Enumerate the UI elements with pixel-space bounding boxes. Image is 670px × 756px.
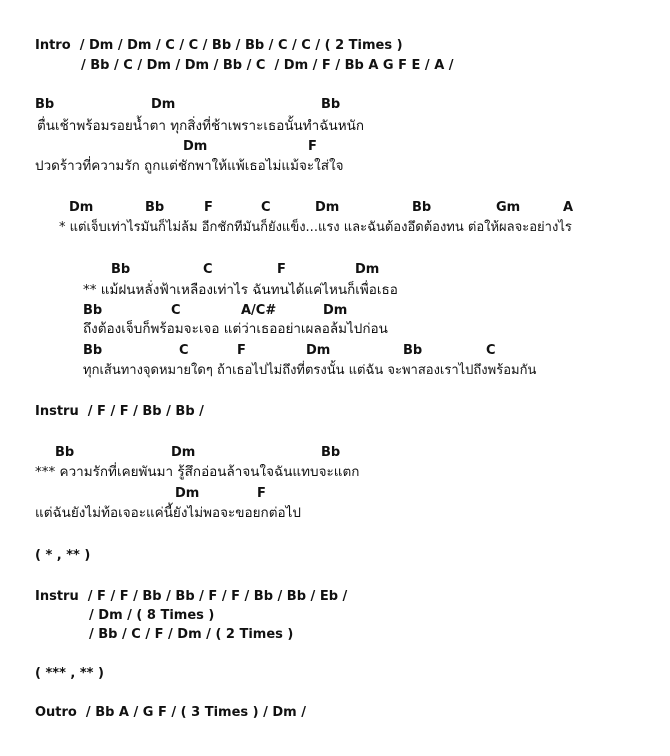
lyric-line: ทุกเส้นทางจุดหมายใดๆ ถ้าเธอไปไม่ถึงที่ตรงนั้น แต่ฉัน จะพาสองเราไปถึงพร้อมกัน [83, 363, 537, 378]
chord-label: A [563, 200, 574, 215]
chord-label: Bb [145, 200, 165, 215]
chord-label: Bb [321, 445, 341, 460]
lyric-line: *** ความรักที่เคยพันมา รู้สึกอ่อนล้าจนใจฉันแทบจะแตก [35, 464, 360, 480]
chord-label: Dm [183, 139, 208, 154]
chord-label: Dm [355, 262, 380, 277]
chord-label: Bb [83, 343, 103, 358]
chord-label: Dm [323, 303, 348, 318]
chord-label: C [179, 343, 189, 358]
chord-label: C [261, 200, 271, 215]
instru-line-2: / Dm / ( 8 Times ) [89, 608, 215, 623]
chorus-lyric-line: * แต่เจ็บเท่าไรมันก็ไม่ล้ม อีกชักทีมันก็ยังแข็ง...แรง และฉันต้องอึดต้องทน ต่อให้ผลจะอย่างไร [59, 220, 572, 235]
lyric-line: ** แม้ฝนหลั่งฟ้าเหลืองเท่าไร ฉันทนได้แค่ไหนก็เพื่อเธอ [83, 282, 398, 298]
chord-label: F [204, 200, 213, 215]
intro-line-2: / Bb / C / Dm / Dm / Bb / C / Dm / F / Bb A G F E / A / [81, 58, 454, 73]
chord-label: F [257, 486, 266, 501]
chord-label: Dm [171, 445, 196, 460]
outro-line: Outro / Bb A / G F / ( 3 Times ) / Dm / [35, 705, 307, 720]
chord-label: Dm [315, 200, 340, 215]
lyric-line: แต่ฉันยังไม่ท้อเจอะแค่นี้ยังไม่พอจะขอยกต่อไป [35, 505, 301, 521]
chord-label: Gm [496, 200, 521, 215]
chord-label: Bb [111, 262, 131, 277]
lyric-line: ปวดร้าวที่ความรัก ถูกแต่ชักพาให้แพ้เธอไม่แม้จะใส่ใจ [35, 158, 344, 174]
chord-label: Bb [35, 97, 55, 112]
chord-label: Dm [151, 97, 176, 112]
repeat-marker: ( *** , ** ) [35, 666, 104, 681]
chord-label: C [486, 343, 496, 358]
chord-label: Dm [69, 200, 94, 215]
chord-label: Dm [306, 343, 331, 358]
instru-line: Instru / F / F / Bb / Bb / F / F / Bb / Bb / Eb / [35, 589, 348, 604]
repeat-marker: ( * , ** ) [35, 548, 91, 563]
intro-line: Intro / Dm / Dm / C / C / Bb / Bb / C / C / ( 2 Times ) [35, 38, 403, 53]
instru-line: Instru / F / F / Bb / Bb / [35, 404, 204, 419]
chord-label: Bb [412, 200, 432, 215]
chord-label: Bb [83, 303, 103, 318]
chord-label: F [237, 343, 246, 358]
chord-label: Bb [403, 343, 423, 358]
chord-label: A/C# [241, 303, 277, 318]
instru-line-3: / Bb / C / F / Dm / ( 2 Times ) [89, 627, 294, 642]
chord-label: C [203, 262, 213, 277]
chord-label: F [277, 262, 286, 277]
chord-label: F [308, 139, 317, 154]
chord-label: Bb [321, 97, 341, 112]
lyric-line: ตื่นเช้าพร้อมรอยน้ำตา ทุกสิ่งที่ช้าเพราะเธอนั้นทำฉันหนัก [37, 118, 364, 134]
lyric-line: ถึงต้องเจ็บก็พร้อมจะเจอ แต่ว่าเธออย่าเผลอล้มไปก่อน [83, 321, 388, 337]
chord-label: Bb [55, 445, 75, 460]
chord-label: Dm [175, 486, 200, 501]
chord-label: C [171, 303, 181, 318]
